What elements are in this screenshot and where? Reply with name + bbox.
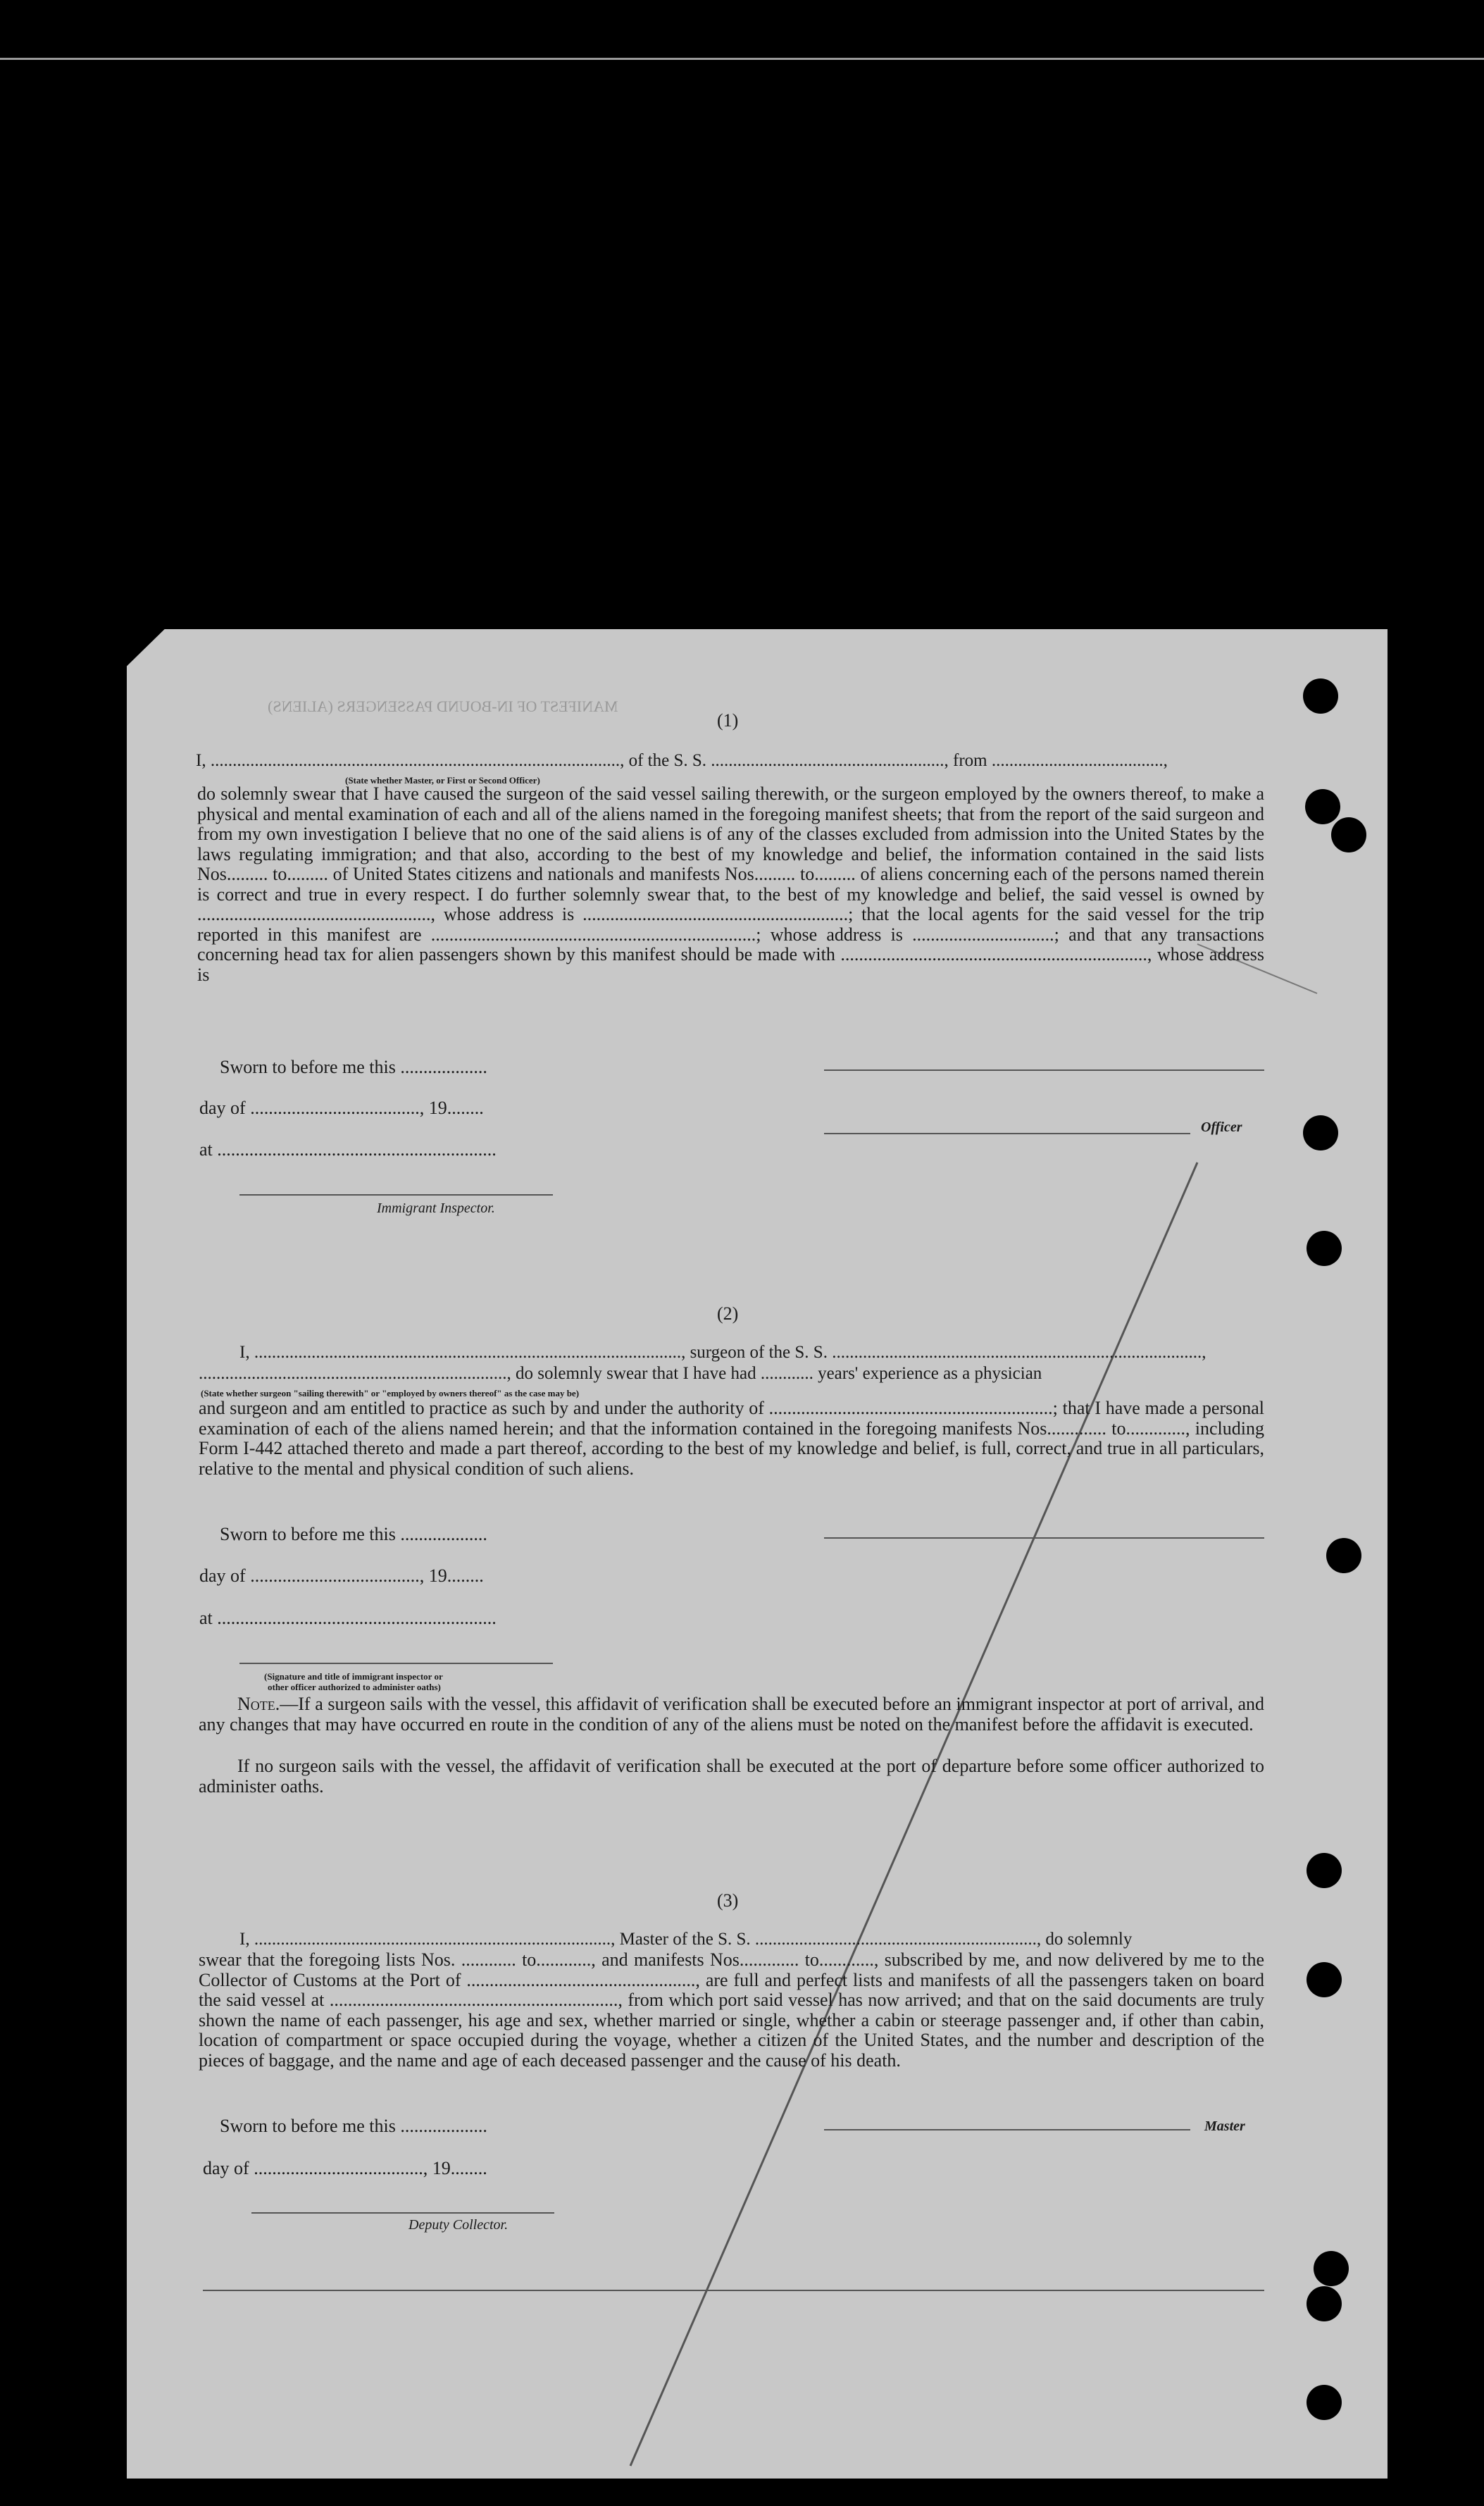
section-2-day: day of ....................................., 19........ — [199, 1565, 484, 1586]
section-1-officer-label: Officer — [1201, 1119, 1242, 1135]
section-1-sworn: Sworn to before me this ................... — [220, 1057, 487, 1077]
section-2-number: (2) — [717, 1303, 739, 1324]
section-1-day: day of ....................................., 19........ — [199, 1098, 484, 1118]
bottom-rule — [203, 2290, 1264, 2291]
note-text: —If a surgeon sails with the vessel, this affidavit of verification shall be executed before an immigrant inspector at port of arrival, and any changes that may have occurred en route in the condition of any of the aliens must be noted on the manifest before the affidavit is executed. — [199, 1694, 1264, 1735]
section-2-note-2: If no surgeon sails with the vessel, the affidavit of verification shall be executed at the port of departure before some officer authorized to administer oaths. — [199, 1756, 1264, 1797]
section-3-day: day of ....................................., 19........ — [203, 2158, 487, 2178]
section-3-deputy-caption: Deputy Collector. — [409, 2217, 509, 2233]
section-1-at: at ............................................................. — [199, 1139, 497, 1160]
section-3-master-line — [824, 2129, 1190, 2130]
section-3-body: swear that the foregoing lists Nos. ............ to............, and manifests Nos............. to............, subscribed by me, and now delivered by me to the Collector of Customs at the Port of .................................................., are full and perfect lists and manifests of all the passengers taken on board the said vessel at ..............................................................., from which port said vessel has now arrived; and that on the said documents are truly shown the name of each passenger, his age and sex, whether married or single, whether a cabin or steerage passenger and, if other than cabin, location of compartment or space occupied during the voyage, whether a citizen of the United States, and the number and description of the pieces of baggage, and the name and age of each deceased passenger and the cause of his death. — [199, 1949, 1264, 2071]
section-1-caption: (State whether Master, or First or Second Officer) — [345, 775, 540, 786]
section-1-signature-line — [824, 1069, 1264, 1071]
section-2-body: and surgeon and am entitled to practice as such by and under the authority of ..............................................................; that I have made a personal examination of each of the aliens named herein; and that the information contained in the foregoing manifests Nos............. to............., including Form I-442 attached thereto and made a part thereof, according to the best of my knowledge and belief, is full, correct, and true in all particulars, relative to the mental and physical condition of such aliens. — [199, 1398, 1264, 1479]
section-2-sig-caption-1: (Signature and title of immigrant inspector or — [264, 1671, 443, 1682]
section-3-master-label: Master — [1204, 2119, 1245, 2134]
section-1-inspector-line — [239, 1194, 553, 1196]
section-1-inspector-caption: Immigrant Inspector. — [377, 1201, 495, 1216]
section-3-deputy-line — [251, 2212, 554, 2214]
section-2-signature-line — [824, 1537, 1264, 1539]
section-2-note — [199, 1694, 1264, 1735]
section-1-officer-line — [824, 1133, 1190, 1134]
bleed-through-text: MANIFEST OF IN-BOUND PASSENGERS (ALIENS) — [268, 697, 618, 715]
section-3-number: (3) — [717, 1890, 739, 1911]
section-2-sig-caption-2: other officer authorized to administer oaths) — [268, 1682, 441, 1692]
section-2-line2: ......................................................................, do solemnly swear that I have had ............ years' experience as a physician — [199, 1364, 1042, 1383]
note-label: Note. — [237, 1694, 280, 1714]
section-2-at: at ............................................................. — [199, 1608, 497, 1628]
section-2-inspector-line — [239, 1663, 553, 1664]
section-3-sworn: Sworn to before me this ................... — [220, 2116, 487, 2136]
section-1-line1: I, ............................................................................................., of the S. S. ....................................................., from ......................................., — [196, 751, 1168, 770]
section-2-line1: I, ................................................................................................., surgeon of the S. S. ...................................................................................., — [239, 1343, 1206, 1362]
section-3-line1: I, ................................................................................., Master of the S. S. ................................................................, do solemnly — [239, 1930, 1133, 1949]
section-2-caption: (State whether surgeon "sailing therewith" or "employed by owners thereof" as the case may be) — [201, 1388, 580, 1398]
section-1-body: do solemnly swear that I have caused the surgeon of the said vessel sailing therewith, or the surgeon employed by the owners thereof, to make a physical and mental examination of each and all of the aliens named in the foregoing manifest sheets; that from the report of the said surgeon and from my own investigation I believe that no one of the said aliens is of any of the classes excluded from admission into the United States by the laws regulating immigration; and that also, according to the best of my knowledge and belief, the information contained in the said lists Nos......... to......... of United States citizens and nationals and manifests Nos......... to......... of aliens concerning each of the persons named therein is correct and true in every respect. I do further solemnly swear that, to the best of my knowledge and belief, the said vessel is owned by ..................................................., whose address is ..........................................................; that the local agents for the said vessel for the trip reported in this manifest are .......................................................................; whose address is ...............................; and that any transactions concerning head tax for alien passengers shown by this manifest should be made with ..................................................................., whose address is — [197, 783, 1264, 985]
section-1-number: (1) — [717, 710, 739, 731]
section-2-sworn: Sworn to before me this ................... — [220, 1524, 487, 1544]
